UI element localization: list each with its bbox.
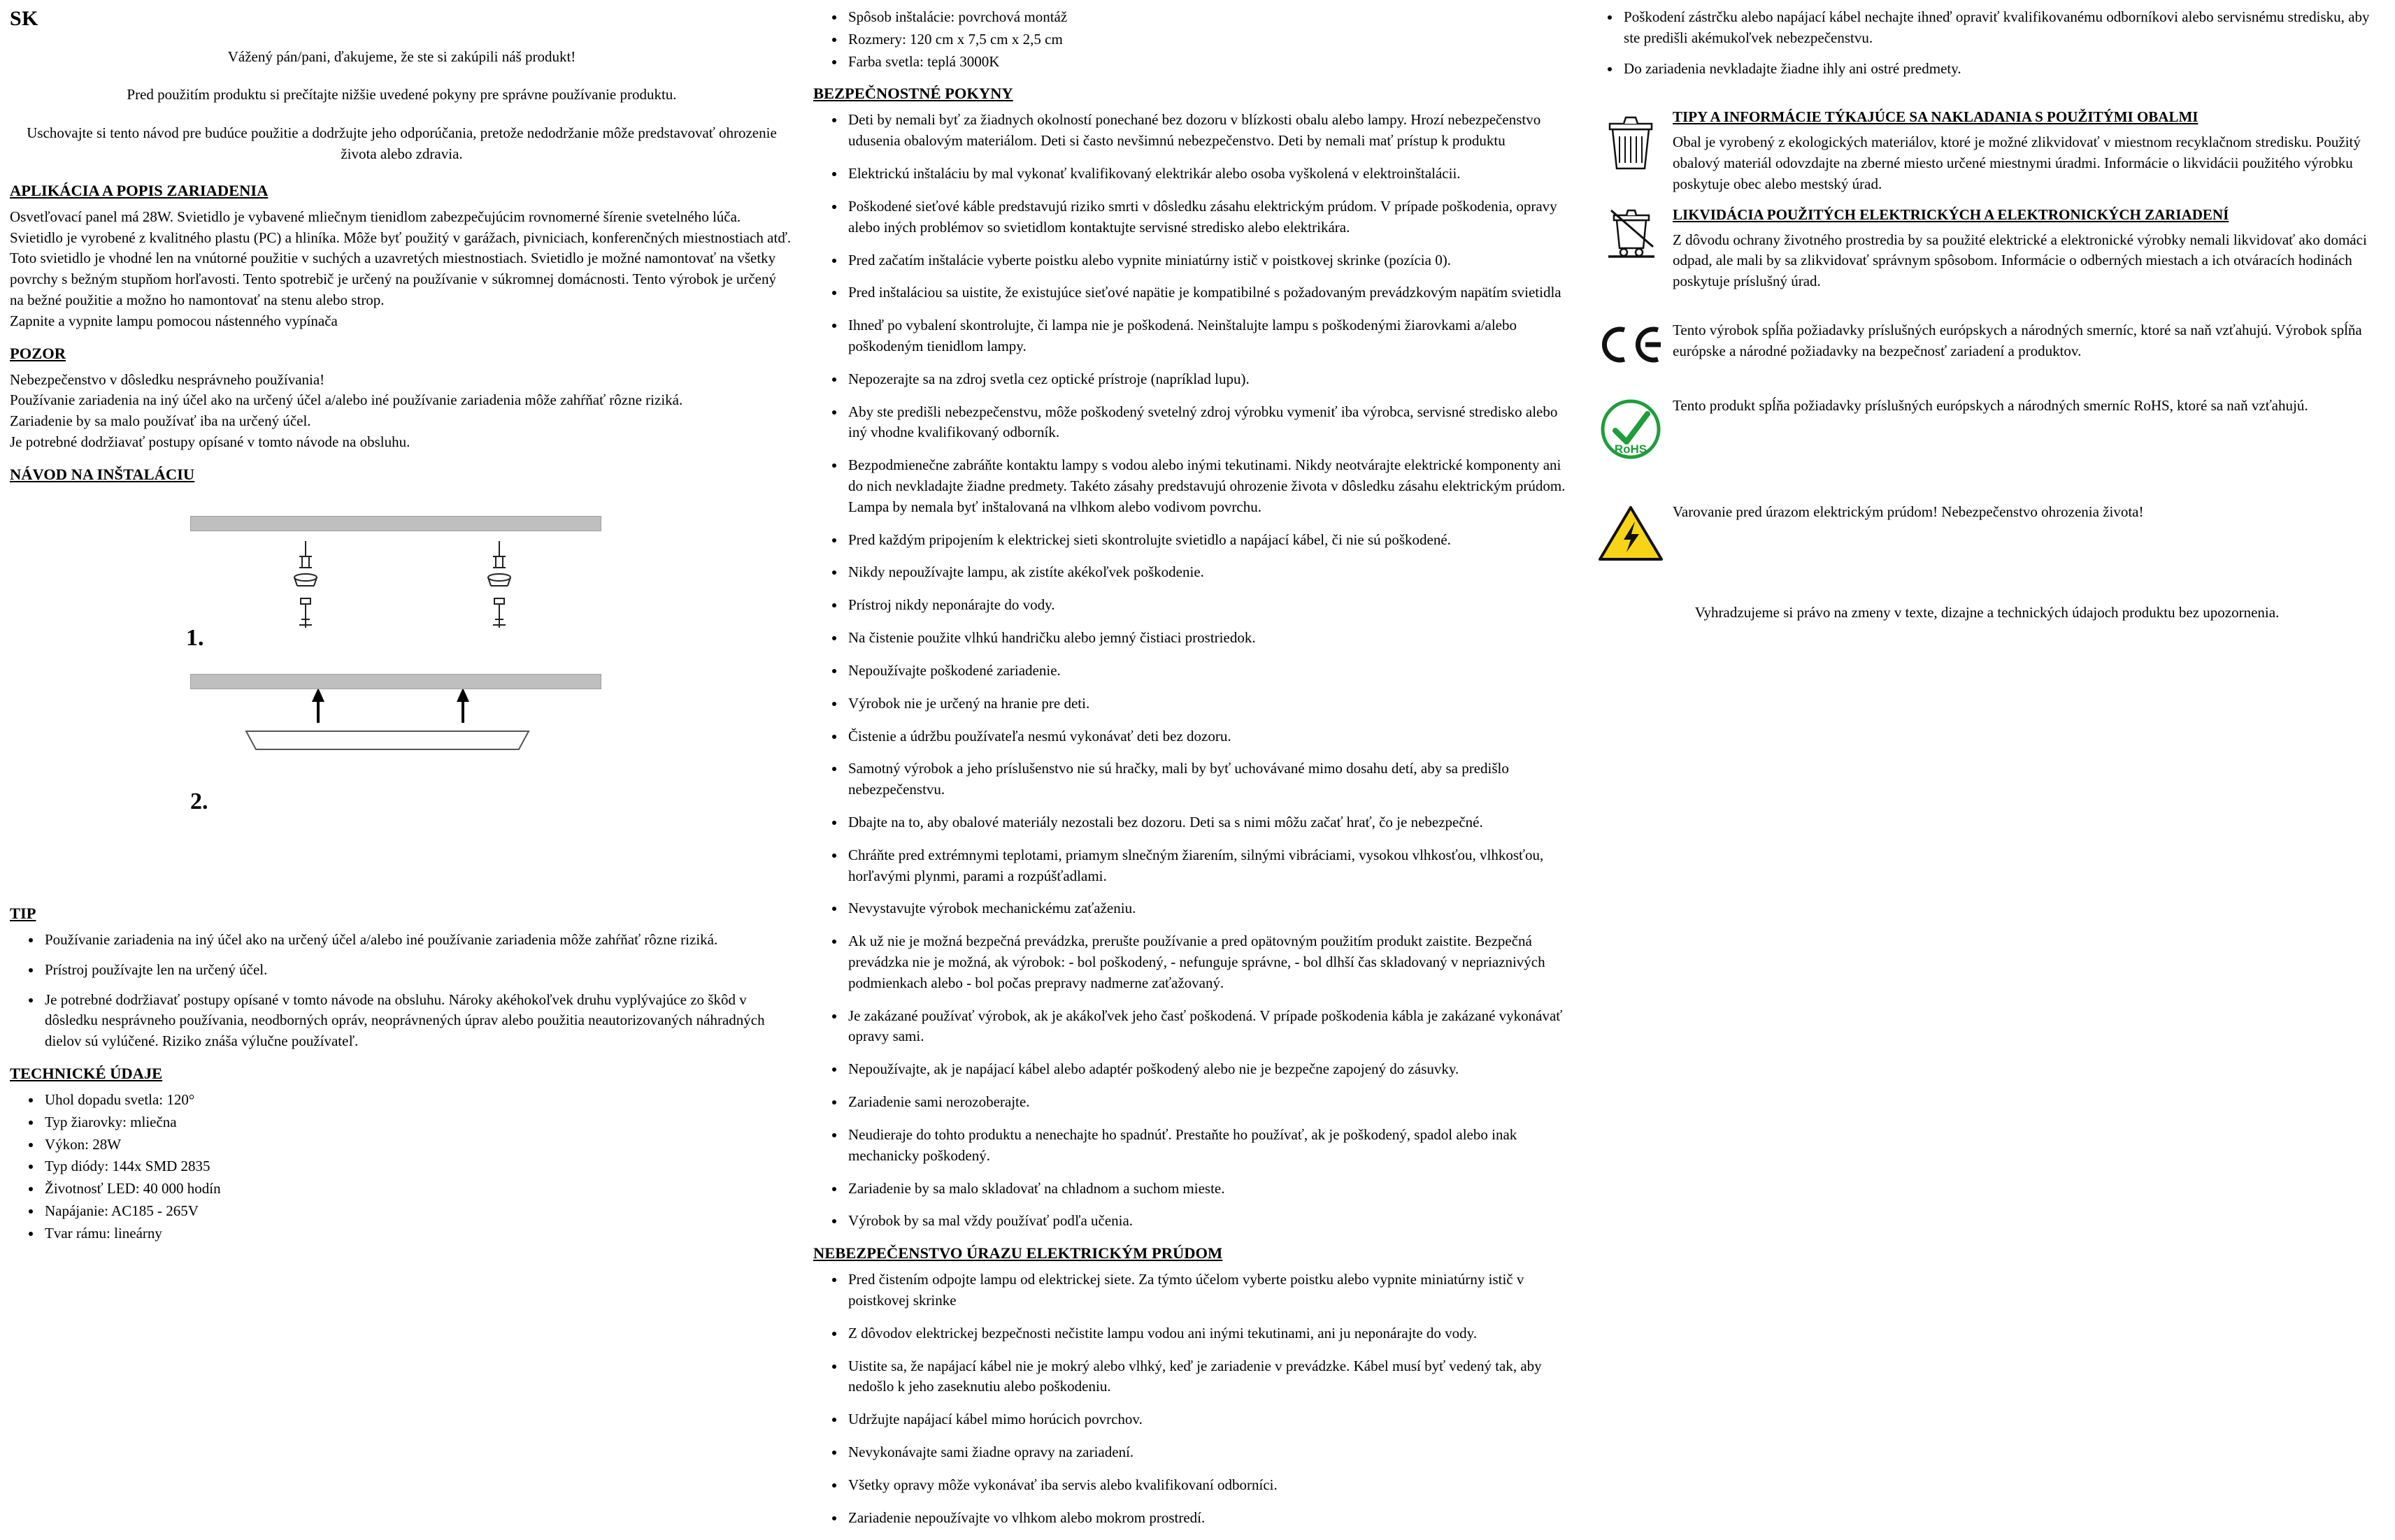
list-item: • Je zakázané používať výrobok, ak je akákoľvek jeho časť poškodená. V prípade poškodenia kábla je zakázané vykonávať opravy sami. bbox=[845, 1006, 1571, 1048]
middle-column bbox=[813, 7, 1589, 1540]
caution-paragraph: Zariadenie by sa malo používať iba na určený účel. bbox=[10, 412, 311, 430]
rohs-text: Tento produkt spĺňa požiadavky príslušných európskych a národných smerníc RoHS, ktoré sa naň vzťahujú. bbox=[1673, 396, 2308, 414]
recycle-bin-icon bbox=[1589, 107, 1673, 173]
packaging-disposal-row bbox=[1589, 107, 2385, 194]
list-item: • Zariadenie nepoužívajte vo vlhkom alebo mokrom prostredí. bbox=[845, 1508, 1571, 1529]
application-paragraph: Toto svietidlo je vhodné len na vnútorné použitie v suchých a uzavretých miestnostiach. Svietidlo je možné namontovať na všetky povrchy s bežným stupňom horľavosti. Tento spotrebič je určený na používanie v súkromnej domácnosti. Tento výrobok je určený na bežné použitie a možno ho namontovať na stenu alebo strop. bbox=[10, 250, 776, 308]
list-item: • Tvar rámu: lineárny bbox=[42, 1223, 794, 1244]
list-item: • Typ diódy: 144x SMD 2835 bbox=[42, 1156, 794, 1177]
list-item: • Uistite sa, že napájací kábel nie je mokrý alebo vlhký, keď je zariadenie v prevádzke. Kábel musí byť vedený tak, aby nedošlo k jeho zaseknutiu alebo poškodeniu. bbox=[845, 1356, 1571, 1398]
list-item: • Udržujte napájací kábel mimo horúcich povrchov. bbox=[845, 1409, 1571, 1430]
list-item: • Poškodení zástrčku alebo napájací kábel nechajte ihneď opraviť kvalifikovanému odborníkovi alebo servisnému stredisku, aby ste predišli akémukoľvek nebezpečenstvu. bbox=[1621, 7, 2385, 49]
ce-row bbox=[1589, 320, 2385, 368]
list-item: • Používanie zariadenia na iný účel ako na určený účel a/alebo iné používanie zariadenia môže zahŕňať rôzne riziká. bbox=[42, 930, 794, 951]
tip-list bbox=[10, 930, 794, 1052]
application-paragraph: Osvetľovací panel má 28W. Svietidlo je vybavené mliečnym tienidlom zabezpečujúcim rovnomerné šírenie svetelného lúča. bbox=[10, 208, 741, 225]
step-label-2: 2. bbox=[190, 788, 208, 814]
list-item: • Prístroj používajte len na určený účel. bbox=[42, 960, 794, 981]
list-item: • Uhol dopadu svetla: 120° bbox=[42, 1090, 794, 1111]
weee-disposal-title: LIKVIDÁCIA POUŽITÝCH ELEKTRICKÝCH A ELEKTRONICKÝCH ZARIADENÍ bbox=[1673, 206, 2229, 223]
technical-list bbox=[10, 1090, 794, 1244]
electric-shock-list-continued bbox=[1589, 7, 2385, 79]
technical-list-continued bbox=[813, 7, 1571, 72]
weee-disposal-text bbox=[1673, 205, 2385, 292]
section-title-installation: NÁVOD NA INŠTALÁCIU bbox=[10, 465, 195, 483]
right-column bbox=[1589, 7, 2385, 621]
list-item: • Prístroj nikdy neponárajte do vody. bbox=[845, 595, 1571, 616]
crossed-out-wheelie-bin-icon bbox=[1589, 205, 1673, 261]
electrical-warning-row bbox=[1589, 502, 2385, 563]
list-item: • Z dôvodov elektrickej bezpečnosti nečistite lampu vodou ani inými tekutinami, ani ju neponárajte do vody. bbox=[845, 1323, 1571, 1344]
rohs-row bbox=[1589, 396, 2385, 461]
section-title-application: APLIKÁCIA A POPIS ZARIADENIA bbox=[10, 181, 269, 199]
rohs-mark-icon bbox=[1589, 396, 1673, 461]
list-item: • Deti by nemali byť za žiadnych okolností ponechané bez dozoru v blízkosti obalu alebo lampy. Hrozí nebezpečenstvo udusenia obalovým materiálom. Deti si často nevšimnú nebezpečenstvo. Deti by nemali mať prístup k produktu bbox=[845, 110, 1571, 152]
keep-manual-text: Uschovajte si tento návod pre budúce použitie a dodržujte jeho odporúčania, pretože nedodržanie môže predstavovať ohrozenie života alebo zdravia. bbox=[27, 124, 777, 163]
electrical-hazard-warning-icon bbox=[1589, 502, 1673, 563]
list-item: • Spôsob inštalácie: povrchová montáž bbox=[845, 7, 1571, 28]
caution-paragraphs bbox=[10, 370, 794, 453]
list-item: • Nepoužívajte, ak je napájací kábel alebo adaptér poškodený alebo nie je bezpečne zapojený do zásuvky. bbox=[845, 1059, 1571, 1080]
list-item: • Pred každým pripojením k elektrickej sieti skontrolujte svietidlo a napájací kábel, či nie sú poškodené. bbox=[845, 530, 1571, 551]
list-item: • Pred inštaláciou sa uistite, že existujúce sieťové napätie je kompatibilné s požadovaným prevádzkovým napätím svietidla bbox=[845, 282, 1571, 303]
packaging-disposal-text bbox=[1673, 107, 2385, 194]
list-item: • Nevystavujte výrobok mechanickému zaťaženiu. bbox=[845, 898, 1571, 919]
safety-list bbox=[813, 110, 1571, 1232]
ce-mark-icon bbox=[1589, 320, 1673, 368]
list-item: • Typ žiarovky: mliečna bbox=[42, 1112, 794, 1133]
list-item: • Do zariadenia nevkladajte žiadne ihly ani ostré predmety. bbox=[1621, 59, 2385, 80]
list-item: • Ihneď po vybalení skontrolujte, či lampa nie je poškodená. Neinštalujte lampu s poškodenými žiarovkami a/alebo poškodeným tienidlom lampy. bbox=[845, 315, 1571, 357]
weee-disposal-body: Z dôvodu ochrany životného prostredia by sa použité elektrické a elektronické výrobky nemali likvidovať ako domáci odpad, ale mali by sa zlikvidovať správnym spôsobom. Informácie o odberných miestach a ich otváracích hodinách poskytuje príslušný úrad. bbox=[1673, 231, 2367, 290]
svg-text:RoHS: RoHS bbox=[1614, 442, 1647, 456]
list-item: • Napájanie: AC185 - 265V bbox=[42, 1201, 794, 1222]
list-item: • Čistenie a údržbu používateľa nesmú vykonávať deti bez dozoru. bbox=[845, 726, 1571, 747]
step-label-1: 1. bbox=[186, 624, 204, 651]
list-item: • Ak už nie je možná bezpečná prevádzka, prerušte používanie a pred opätovným použitím produkt zaistite. Bezpečná prevádzka nie je možná, ak výrobok: - bol poškodený, - nefunguje správne, - bol dlhší čas skladovaný v nepriaznivých podmienkach alebo - bol počas prepravy nadmerne zaťažovaný. bbox=[845, 931, 1571, 993]
thanks-text: Vážený pán/pani, ďakujeme, že ste si zakúpili náš produkt! bbox=[227, 48, 576, 65]
section-title-technical: TECHNICKÉ ÚDAJE bbox=[10, 1064, 163, 1082]
list-item: • Na čistenie použite vlhkú handričku alebo jemný čistiaci prostriedok. bbox=[845, 628, 1571, 649]
list-item: • Zariadenie sami nerozoberajte. bbox=[845, 1092, 1571, 1113]
ce-text: Tento výrobok spĺňa požiadavky príslušných európskych a národných smerníc, ktoré sa naň vzťahujú. Výrobok spĺňa európske a národné požiadavky na bezpečnosť zariadení a produktov. bbox=[1673, 321, 2362, 359]
list-item: • Aby ste predišli nebezpečenstvu, môže poškodený svetelný zdroj výrobku vymeniť iba výrobca, servisné stredisko alebo iný vhodne kvalifikovaný odborník. bbox=[845, 402, 1571, 444]
application-paragraphs bbox=[10, 207, 794, 332]
left-column bbox=[10, 7, 813, 1251]
electrical-warning-text: Varovanie pred úrazom elektrickým prúdom! Nebezpečenstvo ohrozenia života! bbox=[1673, 503, 2144, 520]
list-item: • Pred začatím inštalácie vyberte poistku alebo vypnite miniatúrny istič v poistkovej skrinke (pozícia 0). bbox=[845, 250, 1571, 271]
packaging-disposal-body: Obal je vyrobený z ekologických materiálov, ktoré je možné zlikvidovať v miestnom recyklačnom stredisku. Použitý obalový materiál odovzdajte na zberné miesto určené miestnymi úradmi. Informácie o likvidácii použitého výrobku poskytuje obec alebo mestský úrad. bbox=[1673, 134, 2361, 192]
caution-paragraph: Je potrebné dodržiavať postupy opísané v tomto návode na obsluhu. bbox=[10, 433, 410, 451]
installation-drawing bbox=[10, 501, 779, 878]
list-item: • Poškodené sieťové káble predstavujú riziko smrti v dôsledku zásahu elektrickým prúdom. V prípade poškodenia, opravy alebo iných problémov so svietidlom kontaktujte servisné stredisko alebo elektrikára. bbox=[845, 196, 1571, 238]
caution-paragraph: Nebezpečenstvo v dôsledku nesprávneho používania! bbox=[10, 370, 325, 388]
list-item: • Rozmery: 120 cm x 7,5 cm x 2,5 cm bbox=[845, 29, 1571, 50]
list-item: • Zariadenie by sa malo skladovať na chladnom a suchom mieste. bbox=[845, 1179, 1571, 1200]
list-item: • Životnosť LED: 40 000 hodín bbox=[42, 1179, 794, 1200]
list-item: • Všetky opravy môže vykonávať iba servis alebo kvalifikovaní odborníci. bbox=[845, 1475, 1571, 1496]
application-paragraph: Zapnite a vypnite lampu pomocou nástenného vypínača bbox=[10, 312, 338, 329]
section-title-tip: TIP bbox=[10, 904, 36, 922]
section-title-electric-shock: NEBEZPEČENSTVO ÚRAZU ELEKTRICKÝM PRÚDOM bbox=[813, 1244, 1223, 1262]
panel-bar-step2 bbox=[190, 674, 601, 689]
list-item: • Dbajte na to, aby obalové materiály nezostali bez dozoru. Deti sa s nimi môžu začať hrať, čo je nebezpečné. bbox=[845, 812, 1571, 833]
electric-shock-list bbox=[813, 1269, 1571, 1528]
list-item: • Výrobok by sa mal vždy používať podľa učenia. bbox=[845, 1211, 1571, 1232]
list-item: • Nikdy nepoužívajte lampu, ak zistíte akékoľvek poškodenie. bbox=[845, 562, 1571, 583]
installation-diagram bbox=[10, 501, 794, 892]
list-item: • Elektrickú inštaláciu by mal vykonať kvalifikovaný elektrikár alebo osoba vyškolená v elektroinštalácii. bbox=[845, 164, 1571, 185]
caution-paragraph: Používanie zariadenia na iný účel ako na určený účel a/alebo iné používanie zariadenia môže zahŕňať rôzne riziká. bbox=[10, 391, 683, 409]
list-item: • Farba svetla: teplá 3000K bbox=[845, 52, 1571, 73]
before-use-text: Pred použitím produktu si prečítajte nižšie uvedené pokyny pre správne používanie produktu. bbox=[127, 86, 677, 103]
list-item: • Samotný výrobok a jeho príslušenstvo nie sú hračky, mali by byť uchovávané mimo dosahu detí, aby sa predišlo nebezpečenstvu. bbox=[845, 758, 1571, 800]
list-item: • Je potrebné dodržiavať postupy opísané v tomto návode na obsluhu. Nároky akéhokoľvek druhu vyplývajúce zo škôd v dôsledku nesprávneho používania, neodborných opráv, neoprávnených úprav alebo použitia neautorizovaných náhradných dielov sú vylúčené. Riziko znáša výlučne používateľ. bbox=[42, 990, 794, 1052]
section-title-caution: POZOR bbox=[10, 344, 66, 362]
list-item: • Výrobok nie je určený na hranie pre deti. bbox=[845, 693, 1571, 714]
list-item: • Chráňte pred extrémnymi teplotami, priamym slnečným žiarením, silnými vibráciami, vysokou vlhkosťou, vlhkosťou, horľavými plynmi, parami a rozpúšťadlami. bbox=[845, 845, 1571, 887]
list-item: • Nepoužívajte poškodené zariadenie. bbox=[845, 661, 1571, 682]
list-item: • Výkon: 28W bbox=[42, 1135, 794, 1156]
list-item: • Neudieraje do tohto produktu a nenechajte ho spadnúť. Prestaňte ho používať, ak je poškodený, spadol alebo inak mechanicky poškodený. bbox=[845, 1125, 1571, 1167]
list-item: • Pred čistením odpojte lampu od elektrickej siete. Za týmto účelom vyberte poistku alebo vypnite miniatúrny istič v poistkovej skrinke bbox=[845, 1269, 1571, 1311]
language-code: SK bbox=[10, 7, 39, 30]
list-item: • Nevykonávajte sami žiadne opravy na zariadení. bbox=[845, 1442, 1571, 1463]
packaging-disposal-title: TIPY A INFORMÁCIE TÝKAJÚCE SA NAKLADANIA S POUŽITÝMI OBALMI bbox=[1673, 108, 2199, 126]
application-paragraph: Svietidlo je vyrobené z kvalitného plastu (PC) a hliníka. Môže byť použitý v garážach, pivniciach, konferenčných miestnostiach atď. bbox=[10, 229, 792, 246]
section-title-safety: BEZPEČNOSTNÉ POKYNY bbox=[813, 85, 1013, 103]
list-item: • Bezpodmienečne zabráňte kontaktu lampy s vodou alebo inými tekutinami. Nikdy neotvárajte elektrické komponenty ani do nich nevkladajte žiadne predmety. Takéto zásahy predstavujú ohrozenie života v dôsledku zásahu elektrickým prúdom. Lampa by nemala byť inštalovaná na vlhkom alebo vodivom povrchu. bbox=[845, 455, 1571, 517]
weee-disposal-row bbox=[1589, 205, 2385, 292]
list-item: • Nepozerajte sa na zdroj svetla cez optické prístroje (napríklad lupu). bbox=[845, 369, 1571, 390]
disclaimer-text: Vyhradzujeme si právo na zmeny v texte, dizajne a technických údajoch produktu bez upozornenia. bbox=[1694, 603, 2280, 621]
